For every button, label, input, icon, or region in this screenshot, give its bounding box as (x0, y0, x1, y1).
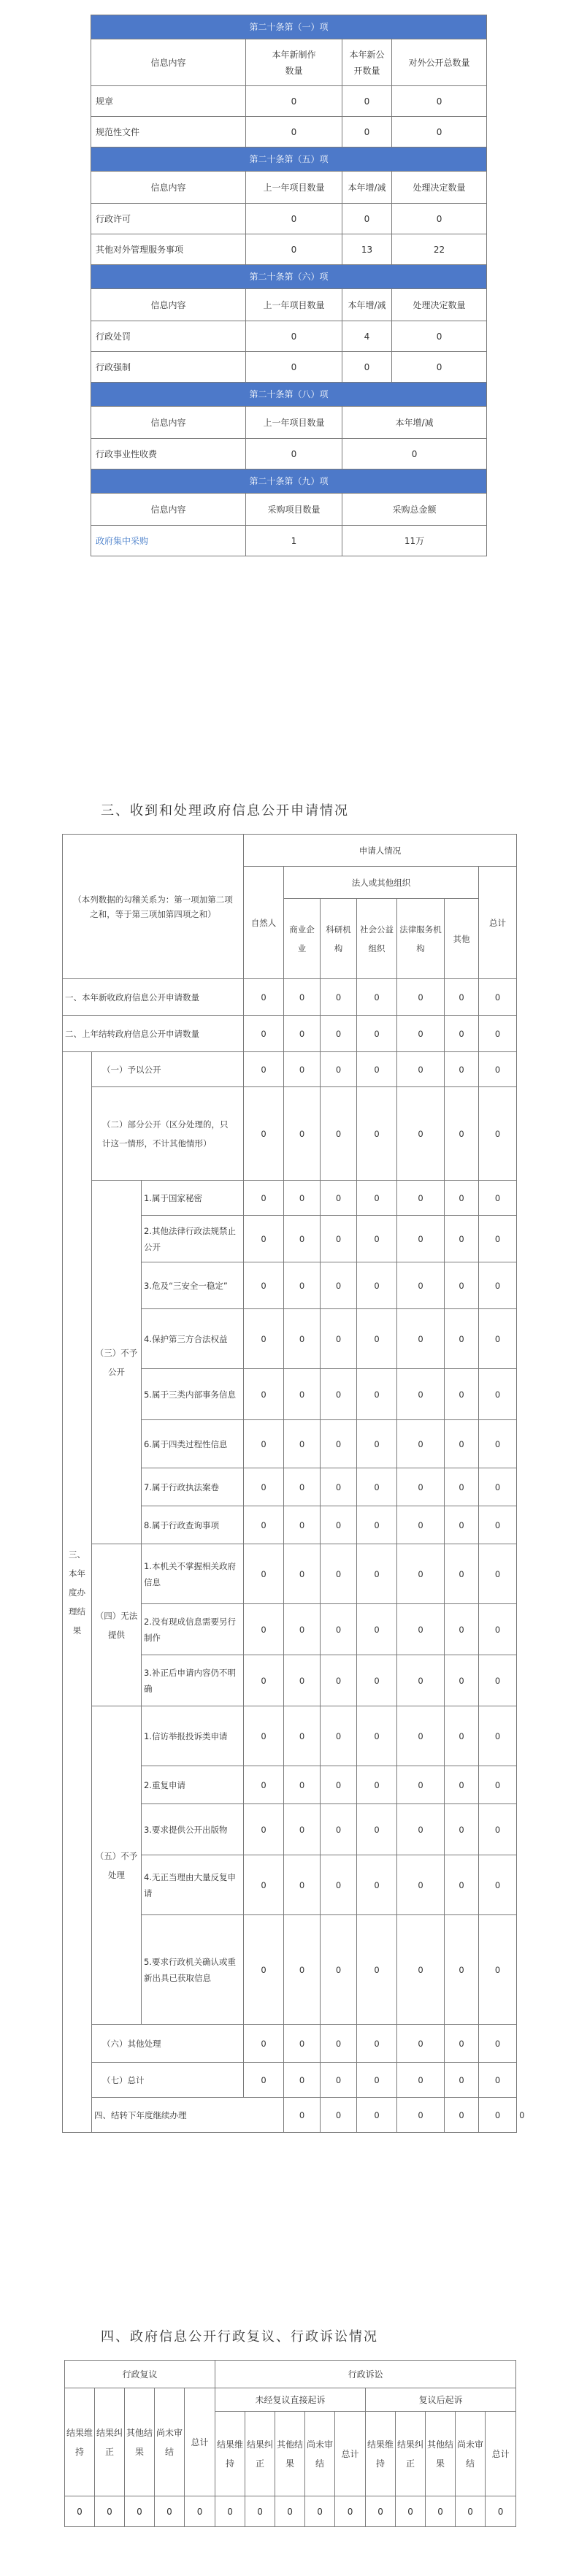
row-label: 一、本年新收政府信息公开申请数量 (63, 979, 244, 1016)
org-header: 科研机构 (321, 899, 357, 979)
value-cell: 0 (321, 1309, 357, 1369)
value-cell: 0 (479, 1915, 517, 2025)
value-cell: 0 (321, 2025, 357, 2063)
value-cell: 0 (397, 1052, 445, 1087)
row-label: 5.属于三类内部事务信息 (142, 1369, 244, 1420)
value-cell: 0 (155, 2496, 185, 2527)
row-label: 行政事业性收费 (91, 439, 246, 469)
value-cell: 0 (445, 979, 479, 1016)
value-cell: 0 (357, 1915, 397, 2025)
value-cell: 0 (321, 1216, 357, 1262)
value-cell: 0 (246, 321, 342, 352)
value-cell: 0 (445, 1309, 479, 1369)
value-cell: 0 (392, 352, 487, 383)
col-header: 尚未审结 (305, 2412, 335, 2496)
value-cell: 0 (479, 1506, 517, 1544)
col-header: 结果维持 (215, 2412, 245, 2496)
header-cell: 本年增/减 (342, 289, 392, 321)
value-cell: 0 (321, 1915, 357, 2025)
value-cell: 0 (245, 2496, 275, 2527)
value-cell: 0 (305, 2496, 335, 2527)
value-cell: 0 (445, 1804, 479, 1855)
lawsuit-sub-header: 未经复议直接起诉 (215, 2388, 366, 2412)
value-cell: 0 (397, 1309, 445, 1369)
header-cell: 采购总金额 (342, 494, 487, 526)
value-cell: 0 (284, 1468, 321, 1506)
value-cell: 0 (357, 1087, 397, 1181)
value-cell: 0 (479, 1544, 517, 1604)
value-cell: 0 (357, 1016, 397, 1052)
row-label: （二）部分公开（区分处理的，只计这一情形，不计其他情形） (92, 1087, 244, 1181)
value-cell: 0 (445, 1706, 479, 1766)
natural-person-header: 自然人 (244, 867, 284, 979)
value-cell: 0 (486, 2496, 516, 2527)
row-label: 7.属于行政执法案卷 (142, 1468, 244, 1506)
value-cell: 0 (342, 352, 392, 383)
value-cell: 0 (244, 1262, 284, 1309)
row-label: 规章 (91, 86, 246, 117)
value-cell: 0 (445, 1420, 479, 1468)
value-cell: 0 (284, 1052, 321, 1087)
value-cell: 0 (479, 1855, 517, 1915)
row-label: 2.重复申请 (142, 1766, 244, 1804)
value-cell: 0 (479, 979, 517, 1016)
value-cell: 0 (246, 117, 342, 147)
section-heading: 四、政府信息公开行政复议、行政诉讼情况 (101, 2329, 378, 2345)
value-cell: 0 (357, 1604, 397, 1655)
value-cell: 0 (357, 1855, 397, 1915)
review-lawsuit-table (64, 2360, 516, 2527)
corner-note: （本列数据的勾稽关系为：第一项加第二项之和，等于第三项加第四项之和） (63, 835, 244, 979)
group-label: （四）无法提供 (92, 1544, 142, 1706)
value-cell: 0 (445, 1766, 479, 1804)
value-cell: 0 (357, 1706, 397, 1766)
application-stats-table: （本列数据的勾稽关系为：第一项加第二项之和，等于第三项加第四项之和） 申请人情况 自然人 法人或其他组织 总计 商业企业 科研机构 社会公益组织 法律服务机构 其他 一、本年新收政府信息公开申请数量 0 0 0 0 0 0 0 二、上年结转政府信息公开申请数量 0 0 0 0 0 0 0 三、本年度办理结果 （一）予以公开 0 0 0 0 0 0 0 （二）部分公开（区分处理的，只计这一情形，不计其他情形） 0 0 0 0 0 0 0 （三）不予公开 1.属于国家秘密 0 0 0 0 0 0 0 2.其他法律行政法规禁止公开 0 0 0 0 0 0 0 3.危及“三安全一稳定” 0 0 0 0 0 0 0 4.保护第三方合法权益 0 0 0 0 0 0 0 5.属于三类内部事务信息 0 0 0 0 0 0 0 6.属于四类过程性信息 0 0 0 0 0 0 0 7.属于行政执法案卷 0 0 0 0 0 0 0 8.属于行政查询事项 0 0 0 0 0 0 0 （四）无法提供 1.本机关不掌握相关政府信息 0 0 0 0 0 0 0 2.没有现成信息需要另行制作 0 0 0 0 0 0 0 3.补正后申请内容仍不明确 0 0 0 0 0 0 0 （五）不予处理 1.信访举报投诉类申请 0 0 0 0 0 0 0 2.重复申请 0 0 0 0 0 0 0 3.要求提供公开出版物 0 0 0 0 0 0 0 4.无正当理由大量反复申请 0 0 0 0 0 0 0 5.要求行政机关确认或重新出具已获取信息 0 0 0 0 0 0 0 （六）其他处理 0 0 0 0 0 0 0 （七）总计 0 0 0 0 0 0 0 四、结转下年度继续办理 0 0 0 0 0 0 0 (62, 834, 517, 2133)
value-cell: 0 (426, 2496, 456, 2527)
value-cell: 0 (445, 1016, 479, 1052)
block-title: 第二十条第（一）项 (91, 15, 487, 39)
value-cell: 0 (284, 1016, 321, 1052)
col-header: 结果维持 (366, 2412, 396, 2496)
legal-person-header: 法人或其他组织 (284, 867, 479, 899)
value-cell: 0 (392, 117, 487, 147)
value-cell: 0 (445, 1506, 479, 1544)
value-cell: 0 (244, 2025, 284, 2063)
row-label: 4.保护第三方合法权益 (142, 1309, 244, 1369)
value-cell: 0 (244, 1604, 284, 1655)
value-cell: 0 (321, 1544, 357, 1604)
col-header: 其他结果 (426, 2412, 456, 2496)
value-cell: 0 (445, 1181, 479, 1216)
value-cell: 0 (321, 2098, 357, 2133)
value-cell: 0 (284, 1544, 321, 1604)
value-cell: 0 (357, 1506, 397, 1544)
value-cell: 1 (246, 526, 342, 556)
value-cell: 0 (397, 1544, 445, 1604)
row-label: 1.信访举报投诉类申请 (142, 1706, 244, 1766)
row-label: 规范性文件 (91, 117, 246, 147)
value-cell: 0 (397, 1655, 445, 1706)
value-cell: 0 (357, 1804, 397, 1855)
group-label: （五）不予处理 (92, 1706, 142, 2025)
value-cell: 0 (321, 1016, 357, 1052)
col-header: 结果纠正 (95, 2388, 125, 2496)
row-label: （一）予以公开 (92, 1052, 244, 1087)
value-cell: 0 (244, 1216, 284, 1262)
col-header: 尚未审结 (456, 2412, 486, 2496)
header-cell: 信息内容 (91, 39, 246, 86)
row-label: （七）总计 (92, 2063, 244, 2098)
header-cell: 信息内容 (91, 289, 246, 321)
value-cell: 0 (321, 1804, 357, 1855)
value-cell: 0 (397, 979, 445, 1016)
value-cell: 0 (357, 1181, 397, 1216)
row-label: 行政处罚 (91, 321, 246, 352)
value-cell: 0 (284, 1604, 321, 1655)
value-cell: 0 (284, 1804, 321, 1855)
value-cell: 0 (366, 2496, 396, 2527)
value-cell: 0 (65, 2496, 95, 2527)
value-cell: 0 (479, 1369, 517, 1420)
lawsuit-header: 行政诉讼 (215, 2361, 516, 2388)
value-cell: 0 (321, 1706, 357, 1766)
value-cell: 0 (342, 204, 392, 234)
block-title: 第二十条第（八）项 (91, 383, 487, 407)
value-cell: 0 (244, 1309, 284, 1369)
value-cell: 0 (244, 1052, 284, 1087)
lawsuit-sub-header: 复议后起诉 (366, 2388, 516, 2412)
value-cell: 0 (397, 1706, 445, 1766)
header-cell: 上一年项目数量 (246, 172, 342, 204)
value-cell: 0 (445, 1915, 479, 2025)
value-cell: 0 (396, 2496, 426, 2527)
value-cell: 22 (392, 234, 487, 265)
value-cell: 0 (246, 234, 342, 265)
group-label: （三）不予公开 (92, 1181, 142, 1544)
value-cell: 0 (335, 2496, 366, 2527)
value-cell: 0 (397, 2063, 445, 2098)
value-cell: 0 (284, 1915, 321, 2025)
value-cell: 0 (397, 1216, 445, 1262)
value-cell: 0 (479, 1766, 517, 1804)
row-label: 四、结转下年度继续办理 (92, 2098, 284, 2133)
header-cell: 处理决定数量 (392, 172, 487, 204)
value-cell: 0 (357, 1216, 397, 1262)
col-header: 尚未审结 (155, 2388, 185, 2496)
value-cell: 13 (342, 234, 392, 265)
value-cell: 0 (246, 86, 342, 117)
value-cell: 0 (284, 1766, 321, 1804)
value-cell: 0 (244, 1369, 284, 1420)
row-label: 5.要求行政机关确认或重新出具已获取信息 (142, 1915, 244, 2025)
disclosure-stats-table (91, 15, 487, 556)
row-label: 3.要求提供公开出版物 (142, 1804, 244, 1855)
value-cell: 0 (397, 1915, 445, 2025)
value-cell: 0 (479, 1052, 517, 1087)
value-cell: 0 (244, 1655, 284, 1706)
value-cell: 0 (397, 1468, 445, 1506)
value-cell: 0 (244, 2063, 284, 2098)
block-title: 第二十条第（五）项 (91, 147, 487, 172)
value-cell: 0 (284, 1706, 321, 1766)
value-cell: 0 (244, 979, 284, 1016)
org-header: 社会公益组织 (357, 899, 397, 979)
applicant-header: 申请人情况 (244, 835, 517, 867)
value-cell: 0 (284, 1181, 321, 1216)
header-cell: 本年增/减 (342, 407, 487, 439)
value-cell: 0 (397, 1369, 445, 1420)
value-cell: 0 (244, 1506, 284, 1544)
row-label: 二、上年结转政府信息公开申请数量 (63, 1016, 244, 1052)
value-cell: 0 (445, 1655, 479, 1706)
row-label: 3.补正后申请内容仍不明确 (142, 1655, 244, 1706)
row-label (91, 526, 246, 556)
row-label: 8.属于行政查询事项 (142, 1506, 244, 1544)
value-cell: 0 (321, 1052, 357, 1087)
header-cell: 信息内容 (91, 407, 246, 439)
row-label: （六）其他处理 (92, 2025, 244, 2063)
value-cell: 0 (244, 1766, 284, 1804)
value-cell: 0 (357, 1766, 397, 1804)
value-cell: 0 (397, 1262, 445, 1309)
value-cell: 0 (95, 2496, 125, 2527)
block-title: 第二十条第（六）项 (91, 265, 487, 289)
value-cell: 0 (456, 2496, 486, 2527)
row3-label: 三、本年度办理结果 (63, 1052, 92, 2133)
value-cell: 0 (357, 2098, 397, 2133)
value-cell: 0 (357, 1468, 397, 1506)
value-cell: 0 (445, 1604, 479, 1655)
org-header: 商业企业 (284, 899, 321, 979)
col-header: 结果纠正 (396, 2412, 426, 2496)
value-cell: 0 (244, 1181, 284, 1216)
value-cell: 0 (357, 2025, 397, 2063)
value-cell: 0 (445, 1052, 479, 1087)
value-cell: 0 (479, 1016, 517, 1052)
header-cell: 采购项目数量 (246, 494, 342, 526)
value-cell: 0 (284, 1506, 321, 1544)
value-cell: 4 (342, 321, 392, 352)
org-header: 法律服务机构 (397, 899, 445, 979)
value-cell: 0 (479, 1087, 517, 1181)
value-cell: 0 (445, 2098, 479, 2133)
org-header: 其他 (445, 899, 479, 979)
value-cell: 0 (397, 1087, 445, 1181)
header-cell: 本年新公开数量 (342, 39, 392, 86)
value-cell: 0 (284, 1655, 321, 1706)
value-cell: 0 (445, 1087, 479, 1181)
value-cell: 0 (215, 2496, 245, 2527)
value-cell: 0 (244, 1468, 284, 1506)
value-cell: 0 (244, 1544, 284, 1604)
value-cell: 0 (357, 1544, 397, 1604)
value-cell: 0 (397, 2025, 445, 2063)
value-cell: 0 (479, 1309, 517, 1369)
value-cell: 0 (185, 2496, 215, 2527)
value-cell: 0 (321, 1468, 357, 1506)
value-cell: 0 (284, 2063, 321, 2098)
value-cell: 0 (445, 2063, 479, 2098)
header-cell: 信息内容 (91, 494, 246, 526)
value-cell: 0 (479, 1655, 517, 1706)
value-cell: 0 (284, 979, 321, 1016)
value-cell: 0 (392, 204, 487, 234)
block-title: 第二十条第（九）项 (91, 469, 487, 494)
row-label: 2.没有现成信息需要另行制作 (142, 1604, 244, 1655)
value-cell: 0 (321, 1655, 357, 1706)
row-label: 4.无正当理由大量反复申请 (142, 1855, 244, 1915)
col-header: 总计 (185, 2388, 215, 2496)
value-cell: 0 (479, 2025, 517, 2063)
value-cell: 0 (357, 2063, 397, 2098)
value-cell: 0 (445, 1216, 479, 1262)
header-cell: 处理决定数量 (392, 289, 487, 321)
value-cell: 0 (284, 1216, 321, 1262)
value-cell: 0 (321, 1506, 357, 1544)
value-cell: 0 (275, 2496, 305, 2527)
header-cell: 上一年项目数量 (246, 289, 342, 321)
row-label: 6.属于四类过程性信息 (142, 1420, 244, 1468)
col-header: 其他结果 (275, 2412, 305, 2496)
value-cell: 0 (479, 1216, 517, 1262)
value-cell: 0 (321, 1181, 357, 1216)
value-cell: 0 (357, 1262, 397, 1309)
value-cell: 0 (246, 439, 342, 469)
row-label: 1.属于国家秘密 (142, 1181, 244, 1216)
section-heading: 三、收到和处理政府信息公开申请情况 (101, 803, 349, 819)
value-cell: 0 (479, 1262, 517, 1309)
value-cell: 0 (321, 2063, 357, 2098)
value-cell: 0 (479, 1181, 517, 1216)
value-cell: 0 (479, 2098, 517, 2133)
value-cell: 0 (397, 1420, 445, 1468)
value-cell: 0 (479, 1420, 517, 1468)
header-cell: 对外公开总数量 (392, 39, 487, 86)
value-cell: 0 (284, 1309, 321, 1369)
value-cell: 0 (479, 1604, 517, 1655)
row-label: 行政强制 (91, 352, 246, 383)
value-cell: 0 (445, 2025, 479, 2063)
value-cell: 0 (479, 2063, 517, 2098)
value-cell: 0 (284, 1369, 321, 1420)
value-cell: 0 (246, 352, 342, 383)
value-cell: 0 (357, 1309, 397, 1369)
total-header: 总计 (479, 867, 517, 979)
col-header: 结果维持 (65, 2388, 95, 2496)
value-cell: 0 (321, 1420, 357, 1468)
value-cell: 0 (357, 1420, 397, 1468)
row-label: 1.本机关不掌握相关政府信息 (142, 1544, 244, 1604)
value-cell: 0 (321, 1604, 357, 1655)
value-cell: 0 (392, 321, 487, 352)
value-cell: 0 (479, 1804, 517, 1855)
value-cell: 0 (445, 1262, 479, 1309)
row-label: 其他对外管理服务事项 (91, 234, 246, 265)
value-cell: 0 (284, 1087, 321, 1181)
col-header: 结果纠正 (245, 2412, 275, 2496)
col-header: 总计 (335, 2412, 366, 2496)
value-cell: 0 (342, 439, 487, 469)
value-cell: 0 (397, 1604, 445, 1655)
value-cell: 0 (357, 979, 397, 1016)
value-cell: 0 (321, 1262, 357, 1309)
row-label: 行政许可 (91, 204, 246, 234)
value-cell: 0 (284, 2098, 321, 2133)
value-cell: 0 (397, 2098, 445, 2133)
value-cell: 0 (357, 1052, 397, 1087)
procurement-link[interactable]: 政府集中采购 (96, 535, 149, 546)
header-cell: 信息内容 (91, 172, 246, 204)
value-cell: 0 (321, 1369, 357, 1420)
value-cell: 0 (284, 1855, 321, 1915)
value-cell: 0 (244, 1855, 284, 1915)
col-header: 其他结果 (125, 2388, 155, 2496)
value-cell: 0 (397, 1804, 445, 1855)
value-cell: 0 (342, 117, 392, 147)
value-cell: 0 (479, 1706, 517, 1766)
value-cell: 0 (246, 204, 342, 234)
value-cell: 0 (321, 1087, 357, 1181)
header-cell: 上一年项目数量 (246, 407, 342, 439)
row-label: 2.其他法律行政法规禁止公开 (142, 1216, 244, 1262)
row-label: 3.危及“三安全一稳定” (142, 1262, 244, 1309)
col-header: 总计 (486, 2412, 516, 2496)
value-cell: 0 (445, 1468, 479, 1506)
value-cell: 0 (397, 1766, 445, 1804)
value-cell: 0 (321, 1766, 357, 1804)
value-cell: 0 (244, 1016, 284, 1052)
value-cell: 0 (284, 2025, 321, 2063)
value-cell: 0 (357, 1655, 397, 1706)
header-cell: 本年新制作数量 (246, 39, 342, 86)
value-cell: 0 (357, 1369, 397, 1420)
value-cell: 0 (445, 1544, 479, 1604)
value-cell: 0 (392, 86, 487, 117)
value-cell: 0 (479, 1468, 517, 1506)
value-cell: 0 (284, 1420, 321, 1468)
value-cell: 0 (397, 1506, 445, 1544)
value-cell: 0 (125, 2496, 155, 2527)
value-cell: 11万 (342, 526, 487, 556)
value-cell: 0 (397, 1181, 445, 1216)
value-cell: 0 (244, 1915, 284, 2025)
value-cell: 0 (244, 1706, 284, 1766)
value-cell: 0 (445, 1855, 479, 1915)
value-cell: 0 (244, 1804, 284, 1855)
value-cell: 0 (445, 1369, 479, 1420)
value-cell: 0 (244, 1087, 284, 1181)
value-cell: 0 (397, 1855, 445, 1915)
value-cell: 0 (342, 86, 392, 117)
value-cell: 0 (321, 1855, 357, 1915)
value-cell: 0 (244, 1420, 284, 1468)
value-cell: 0 (397, 1016, 445, 1052)
header-cell: 本年增/减 (342, 172, 392, 204)
value-cell: 0 (321, 979, 357, 1016)
review-header: 行政复议 (65, 2361, 215, 2388)
value-cell: 0 (284, 1262, 321, 1309)
